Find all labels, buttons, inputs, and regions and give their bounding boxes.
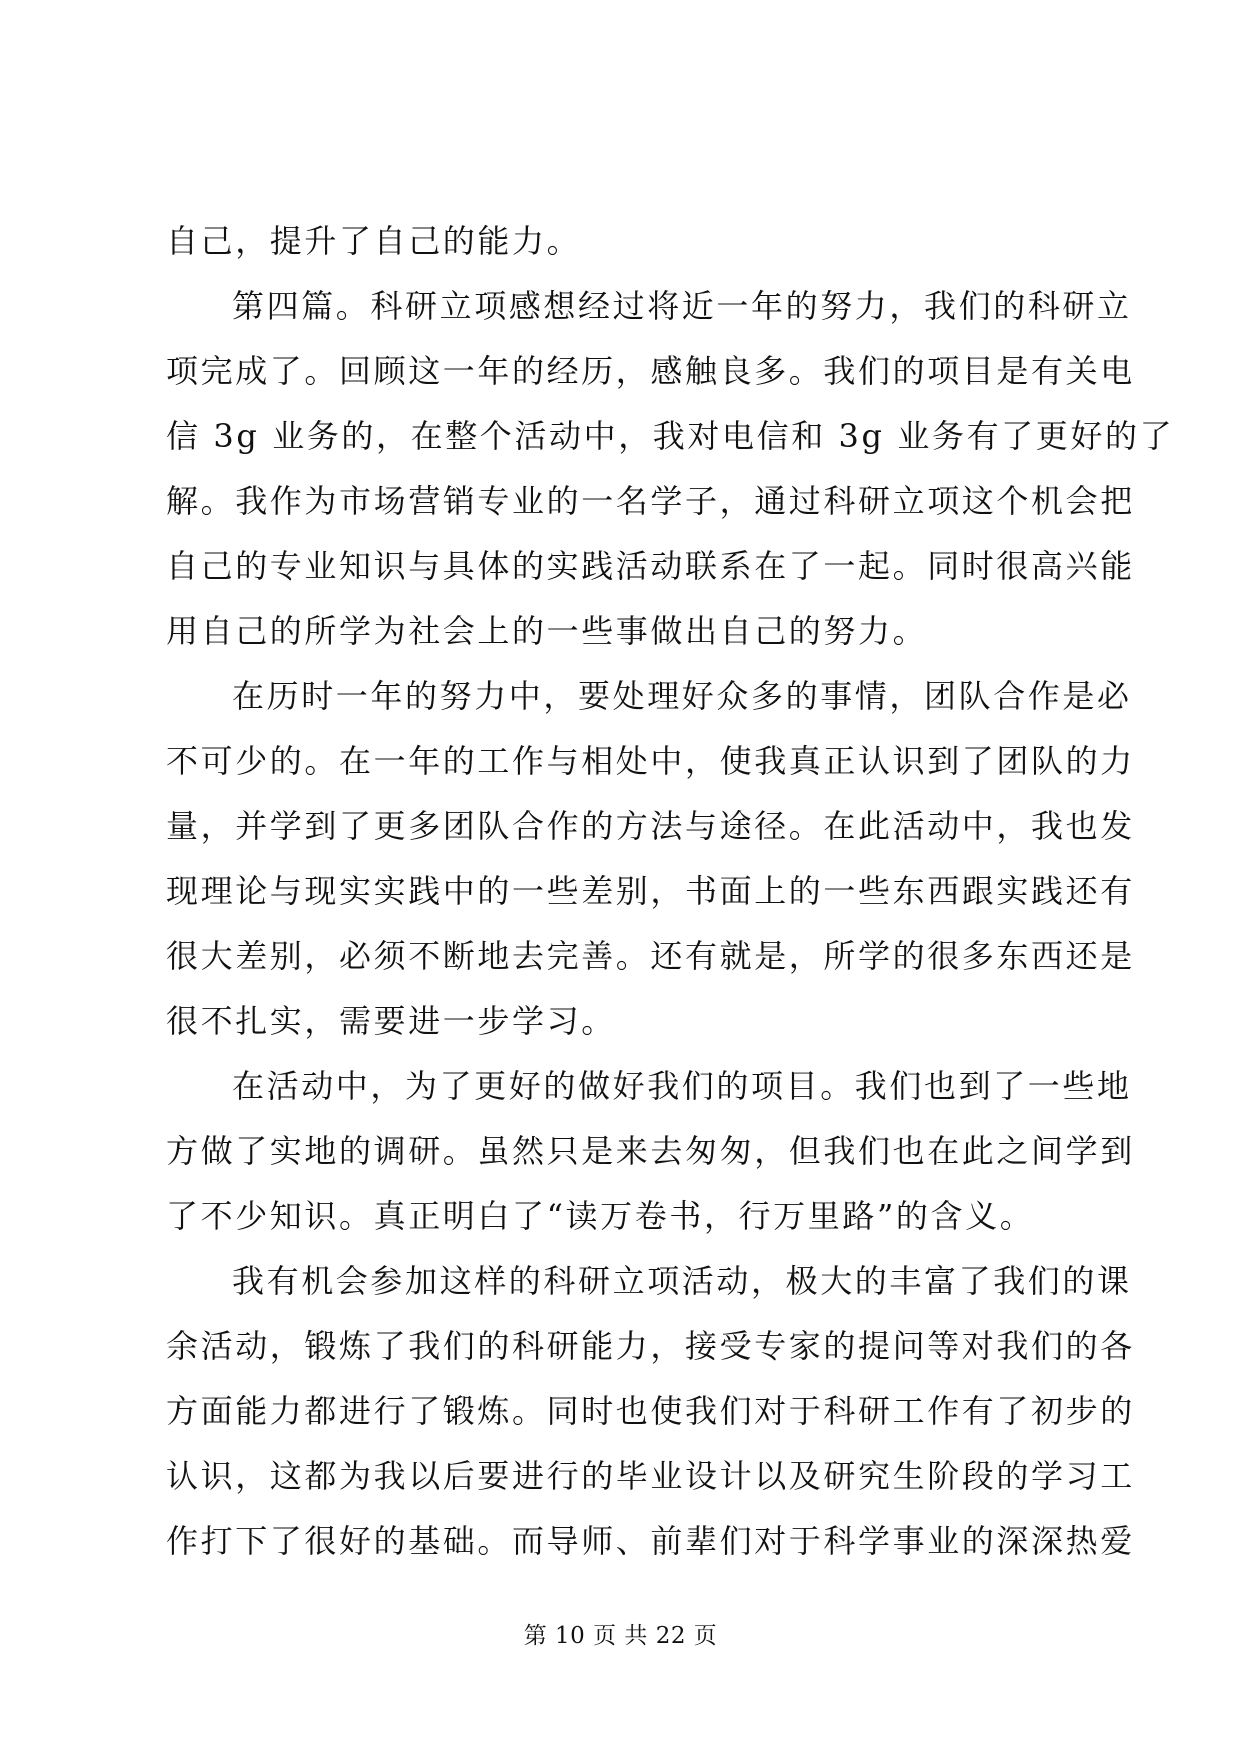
text-line: 自己，提升了自己的能力。: [166, 222, 582, 260]
text-line: 解。我作为市场营销专业的一名学子，通过科研立项这个机会把: [166, 482, 1135, 520]
text-line: 方做了实地的调研。虽然只是来去匆匆，但我们也在此之间学到: [166, 1132, 1135, 1170]
text-line: 量，并学到了更多团队合作的方法与途径。在此活动中，我也发: [166, 807, 1135, 845]
text-line: 我有机会参加这样的科研立项活动，极大的丰富了我们的课: [232, 1262, 1132, 1300]
page-number-label: 第 10 页 共 22 页: [523, 1623, 718, 1649]
text-line: 认识，这都为我以后要进行的毕业设计以及研究生阶段的学习工: [166, 1457, 1135, 1495]
text-line: 用自己的所学为社会上的一些事做出自己的努力。: [166, 612, 928, 650]
text-line: 很大差别，必须不断地去完善。还有就是，所学的很多东西还是: [166, 937, 1135, 975]
text-line: 第四篇。科研立项感想经过将近一年的努力，我们的科研立: [232, 287, 1132, 325]
text-line: 余活动，锻炼了我们的科研能力，接受专家的提问等对我们的各: [166, 1327, 1135, 1365]
body-text: [166, 209, 1175, 1574]
text-line: 信 3g 业务的，在整个活动中，我对电信和 3g 业务有了更好的了: [166, 417, 1175, 455]
page-footer: [0, 1617, 1241, 1650]
text-line: 自己的专业知识与具体的实践活动联系在了一起。同时很高兴能: [166, 547, 1135, 585]
text-line: 不可少的。在一年的工作与相处中，使我真正认识到了团队的力: [166, 742, 1135, 780]
text-line: 项完成了。回顾这一年的经历，感触良多。我们的项目是有关电: [166, 352, 1135, 390]
text-line: 作打下了很好的基础。而导师、前辈们对于科学事业的深深热爱: [166, 1522, 1135, 1560]
text-line: 很不扎实，需要进一步学习。: [166, 1002, 616, 1040]
text-line: 了不少知识。真正明白了“读万卷书，行万里路”的含义。: [166, 1197, 1035, 1235]
text-line: 在活动中，为了更好的做好我们的项目。我们也到了一些地: [232, 1067, 1132, 1105]
text-line: 在历时一年的努力中，要处理好众多的事情，团队合作是必: [232, 677, 1132, 715]
text-line: 方面能力都进行了锻炼。同时也使我们对于科研工作有了初步的: [166, 1392, 1135, 1430]
text-line: 现理论与现实实践中的一些差别，书面上的一些东西跟实践还有: [166, 872, 1135, 910]
